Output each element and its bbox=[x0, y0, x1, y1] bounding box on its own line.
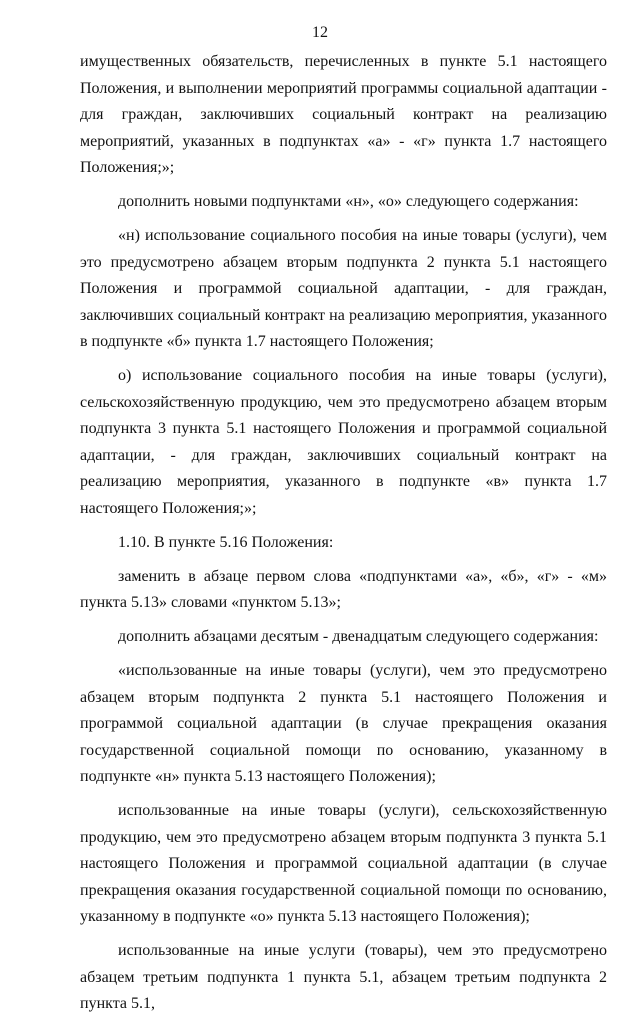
paragraph-add-paragraphs: дополнить абзацами десятым - двенадцатым следующего содержания: bbox=[118, 628, 599, 645]
paragraph-subitem-o: о) использование социального пособия на иные товары (услуги), сельскохозяйственную продукцию, чем это предусмотрено абзацем вторым подпункта 3 пункта 5.1 настоящего Положения и программой социальной адаптации, - для граждан, заключивших социальный контракт на реализацию мероприятия, указанного в подпункте «в» пункта 1.7 настоящего Положения;»; bbox=[80, 367, 607, 517]
paragraph-used-services: использованные на иные услуги (товары), чем это предусмотрено абзацем третьим подпункта 1 пункта 5.1, абзацем третьим подпункта 2 пункта 5.1, bbox=[80, 942, 607, 1012]
document-body bbox=[80, 49, 607, 1025]
paragraph-section-1-10: 1.10. В пункте 5.16 Положения: bbox=[118, 533, 334, 551]
paragraph-subitem-n: «н) использование социального пособия на иные товары (услуги), чем это предусмотрено абзацем вторым подпункта 2 пункта 5.1 настоящего Положения и программой социальной адаптации, - для граждан, заключивших социальный контракт на реализацию мероприятия, указанного в подпункте «б» пункта 1.7 настоящего Положения; bbox=[80, 227, 607, 350]
page-number: 12 bbox=[312, 24, 328, 41]
paragraph-used-agricultural: использованные на иные товары (услуги), сельскохозяйственную продукцию, чем это предусмотрено абзацем вторым подпункта 3 пункта 5.1 настоящего Положения и программой социальной адаптации (в случае прекращения оказания государственной социальной помощи по основанию, указанному в подпункте «о» пункта 5.13 настоящего Положения); bbox=[80, 802, 607, 925]
paragraph-used-goods-services: «использованные на иные товары (услуги), чем это предусмотрено абзацем вторым подпункта 2 пункта 5.1 настоящего Положения и программой социальной адаптации (в случае прекращения оказания государственной социальной помощи по основанию, указанному в подпункте «н» пункта 5.13 настоящего Положения); bbox=[80, 662, 607, 785]
paragraph-continuation: имущественных обязательств, перечисленных в пункте 5.1 настоящего Положения, и выполнении мероприятий программы социальной адаптации - для граждан, заключивших социальный контракт на реализацию мероприятий, указанных в подпунктах «а» - «г» пункта 1.7 настоящего Положения;»; bbox=[80, 53, 607, 176]
paragraph-add-subitems: дополнить новыми подпунктами «н», «о» следующего содержания: bbox=[118, 193, 579, 210]
paragraph-replace-words: заменить в абзаце первом слова «подпунктами «а», «б», «г» - «м» пункта 5.13» словами «пунктом 5.13»; bbox=[80, 567, 607, 611]
